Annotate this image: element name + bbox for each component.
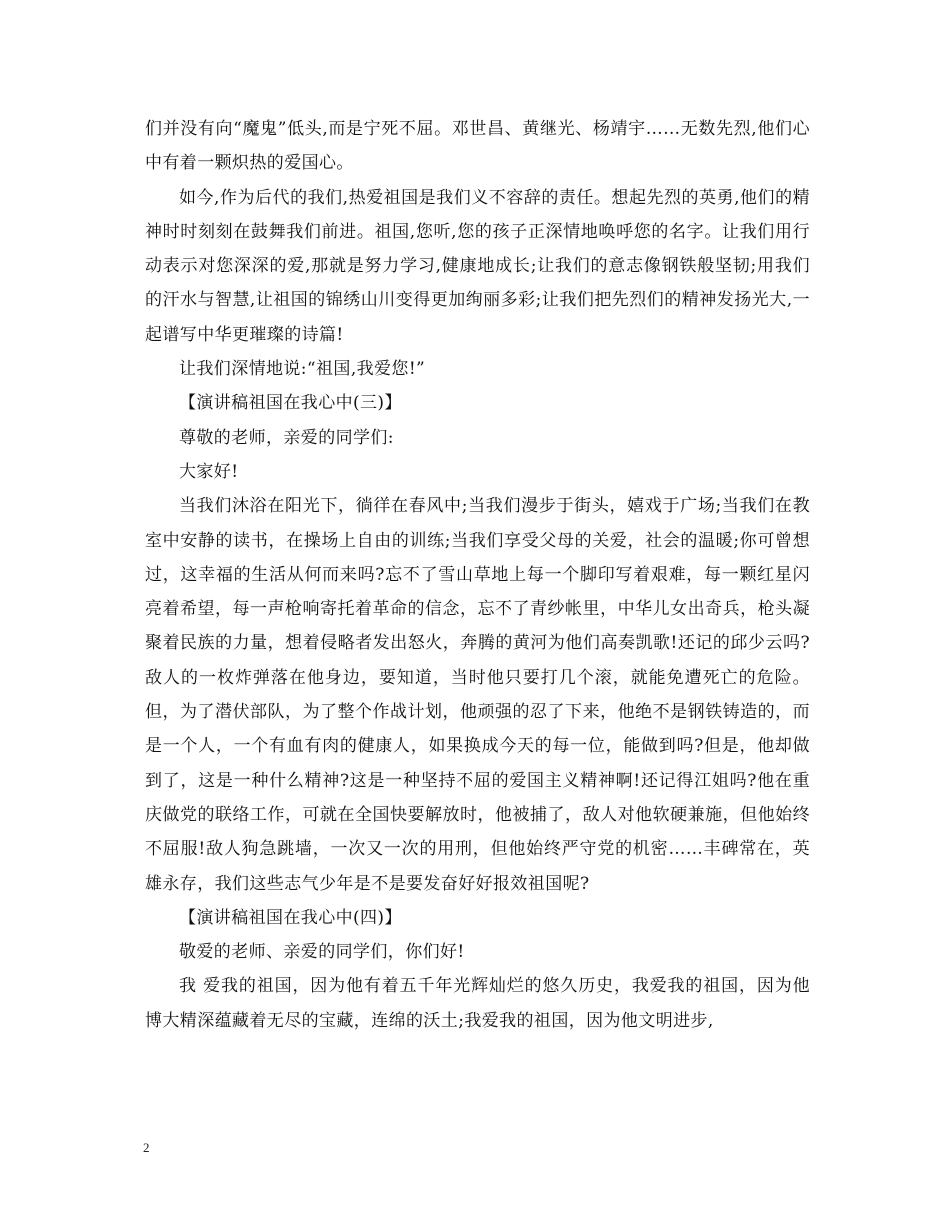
paragraph-2: 如今,作为后代的我们,热爱祖国是我们义不容辞的责任。想起先烈的英勇,他们的精神时时刻刻在鼓舞我们前进。祖国,您听,您的孩子正深情地唤呼您的名字。让我们用行动表示对您深深的爱,那就是努力学习,健康地成长;让我们的意志像钢铁般坚韧;用我们的汗水与智慧,让祖国的锦绣山川变得更加绚丽多彩;让我们把先烈们的精神发扬光大,一起谱写中华更璀璨的诗篇!: [145, 187, 810, 345]
paragraph-speech-4: 我 爱我的祖国，因为他有着五千年光辉灿烂的悠久历史，我爱我的祖国，因为他博大精深蕴藏着无尽的宝藏，连绵的沃土;我爱我的祖国，因为他文明进步,: [145, 976, 810, 1031]
section-heading-4: 【演讲稿祖国在我心中(四)】: [179, 907, 402, 928]
page-number: 2: [143, 1140, 150, 1155]
salutation-4: 敬爱的老师、亲爱的同学们，你们好!: [179, 942, 465, 963]
paragraph-3: 让我们深情地说:“祖国,我爱您!”: [179, 359, 426, 380]
section-heading-3: 【演讲稿祖国在我心中(三)】: [179, 393, 402, 414]
paragraph-1: 们并没有向“魔鬼”低头,而是宁死不屈。邓世昌、黄继光、杨靖宇……无数先烈,他们心中有着一颗炽热的爱国心。: [145, 119, 810, 174]
greeting-3: 大家好!: [179, 461, 239, 482]
document-body: [145, 112, 810, 1038]
paragraph-speech-3: 当我们沐浴在阳光下，徜徉在春风中;当我们漫步于街头，嬉戏于广场;当我们在教室中安静的读书，在操场上自由的训练;当我们享受父母的关爱，社会的温暖;你可曾想过，这幸福的生活从何而来吗?忘不了雪山草地上每一个脚印写着艰难，每一颗红星闪亮着希望，每一声枪响寄托着革命的信念，忘不了青纱帐里，中华儿女出奇兵，枪头凝聚着民族的力量，想着侵略者发出怒火，奔腾的黄河为他们高奏凯歌!还记的邱少云吗?敌人的一枚炸弹落在他身边，要知道，当时他只要打几个滚，就能免遭死亡的危险。但，为了潜伏部队，为了整个作战计划，他顽强的忍了下来，他绝不是钢铁铸造的，而是一个人，一个有血有肉的健康人，如果换成今天的每一位，能做到吗?但是，他却做到了，这是一种什么精神?这是一种坚持不屈的爱国主义精神啊!还记得江姐吗?他在重庆做党的联络工作，可就在全国快要解放时，他被捕了，敌人对他软硬兼施，但他始终不屈服!敌人狗急跳墙，一次又一次的用刑，但他始终严守党的机密……丰碑常在，英雄永存，我们这些志气少年是不是要发奋好好报效祖国呢?: [145, 496, 810, 894]
salutation-3: 尊敬的老师，亲爱的同学们:: [179, 427, 394, 448]
